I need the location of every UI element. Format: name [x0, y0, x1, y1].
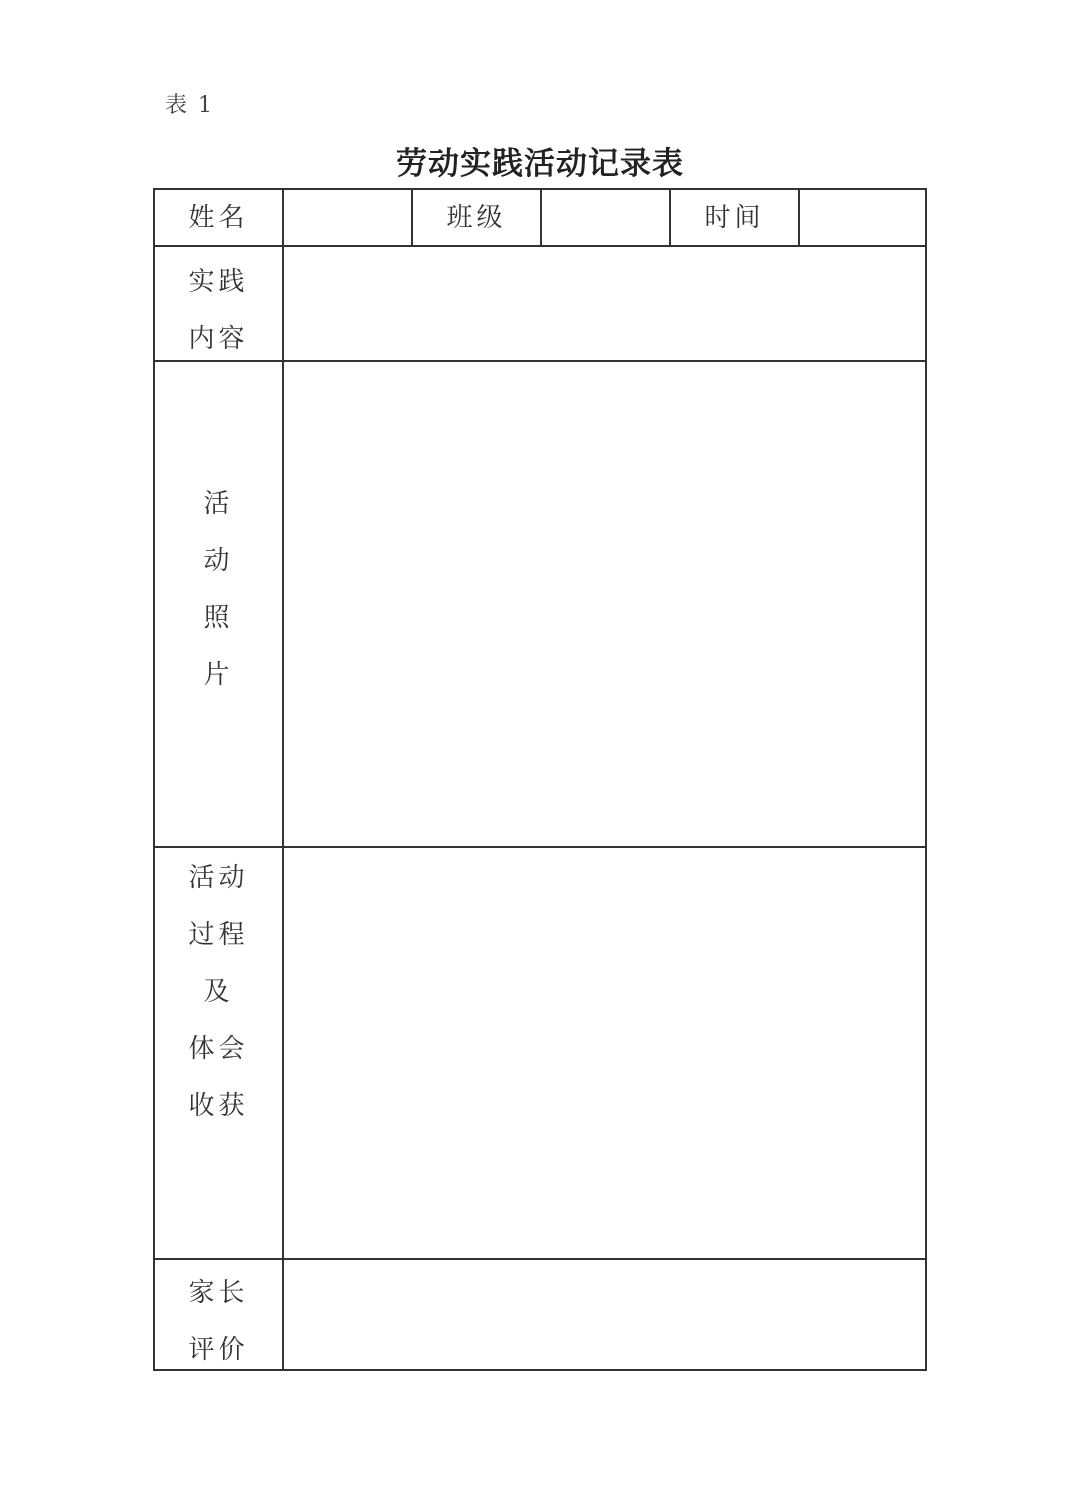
label-line: 收获 [188, 1091, 249, 1121]
label-line: 实践 [188, 267, 249, 297]
label-line: 片 [203, 660, 234, 690]
class-label: 班级 [446, 203, 507, 233]
name-field[interactable] [284, 190, 411, 245]
table-number: 表 1 [165, 93, 214, 118]
time-field[interactable] [800, 190, 925, 245]
label-line: 及 [203, 977, 234, 1007]
practice-content-label [155, 254, 282, 368]
activity-photos-label [155, 476, 282, 704]
label-line: 评价 [188, 1335, 249, 1365]
label-line: 活动 [188, 863, 249, 893]
parent-evaluation-field[interactable] [284, 1260, 925, 1369]
activity-photos-area[interactable] [284, 362, 925, 846]
process-reflection-field[interactable] [284, 848, 925, 1258]
label-line: 活 [203, 489, 234, 519]
name-label: 姓名 [188, 203, 249, 233]
record-form-table [153, 188, 927, 1371]
label-line: 内容 [188, 324, 249, 354]
label-line: 家长 [188, 1278, 249, 1308]
class-field[interactable] [542, 190, 669, 245]
parent-evaluation-label [155, 1265, 282, 1379]
process-reflection-label [155, 850, 282, 1135]
label-line: 体会 [188, 1034, 249, 1064]
page-title: 劳动实践活动记录表 [396, 146, 684, 182]
time-label: 时间 [704, 203, 765, 233]
label-line: 过程 [188, 920, 249, 950]
label-line: 动 [203, 546, 234, 576]
practice-content-field[interactable] [284, 247, 925, 360]
label-line: 照 [203, 603, 234, 633]
